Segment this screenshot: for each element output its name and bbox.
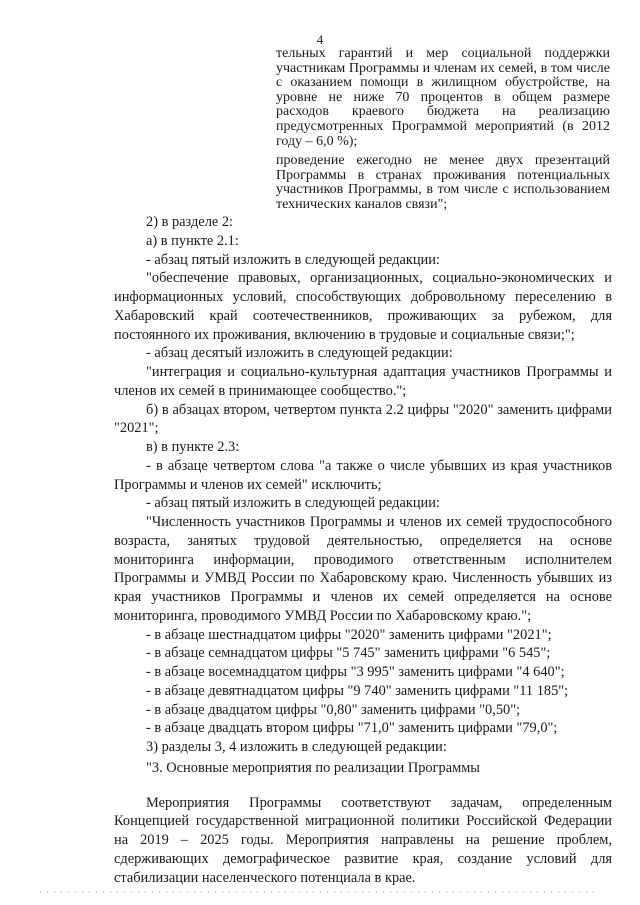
body-paragraph: а) в пункте 2.1:	[146, 232, 239, 249]
column-paragraph: тельных гарантий и мер социальной поддержки участникам Программы и членам их семей, в том числе с оказанием помощи в жилищном обустройстве, на уровне не ниже 70 процентов в общем размере расходов краевого бюджета на реализацию предусмотренных Программой мероприятий (в 2012 году – 6,0 %);	[276, 46, 610, 149]
body-paragraph: "обеспечение правовых, организационных, социально-экономических и информационных условий, способствующих добровольному переселению в Хабаровский край соотечественников, проживающих за рубежом, для постоянного их проживания, включению в трудовые и социальные связи;";	[114, 270, 612, 343]
scan-artifact-dotted-line	[40, 891, 600, 893]
page-number: 4	[316, 32, 324, 47]
body-paragraph: 3) разделы 3, 4 изложить в следующей редакции:	[146, 739, 447, 755]
continued-quote-column	[276, 47, 610, 213]
body-paragraph: - в абзаце двадцать втором цифры "71,0" заменить цифрами "79,0";	[146, 720, 558, 737]
body-paragraph: - в абзаце семнадцатом цифры "5 745" заменить цифрами "6 545";	[146, 645, 551, 662]
body-paragraph: - в абзаце восемнадцатом цифры "3 995" заменить цифрами "4 640";	[146, 664, 565, 680]
body-paragraph: - абзац пятый изложить в следующей редакции:	[146, 251, 440, 268]
document-body	[114, 213, 612, 887]
body-paragraph: - абзац десятый изложить в следующей редакции:	[146, 345, 453, 362]
body-paragraph: - в абзаце девятнадцатом цифры "9 740" заменить цифрами "11 185";	[146, 682, 569, 699]
column-paragraph: проведение ежегодно не менее двух презентаций Программы в странах проживания потенциальных участников Программы, в том числе с использованием технических каналов связи";	[276, 153, 610, 212]
body-paragraph: Мероприятия Программы соответствуют задачам, определенным Концепцией государственной миграционной политики Российской Федерации на 2019 – 2025 годы. Мероприятия направлены на решение проблем, сдерживающих демографическое развитие края, создание условий для стабилизации населенческого потенциала в крае.	[114, 794, 612, 886]
body-paragraph: - абзац пятый изложить в следующей редакции:	[146, 495, 440, 512]
body-paragraph: - в абзаце двадцатом цифры "0,80" заменить цифрами "0,50";	[146, 701, 521, 718]
body-paragraph: б) в абзацах втором, четвертом пункта 2.2 цифры "2020" заменить цифрами "2021";	[114, 401, 612, 437]
body-paragraph: в) в пункте 2.3:	[146, 439, 240, 455]
body-paragraph: - в абзаце шестнадцатом цифры "2020" заменить цифрами "2021";	[146, 626, 552, 643]
body-paragraph: - в абзаце четвертом слова "а также о числе убывших из края участников Программы и членов их семей" исключить;	[114, 457, 612, 493]
body-paragraph: 2) в разделе 2:	[146, 214, 234, 230]
body-paragraph: "Численность участников Программы и членов их семей трудоспособного возраста, занятых трудовой деятельностью, определяется на основе мониторинга информации, проводимого ответственным исполнителем Программы и УМВД России по Хабаровскому краю. Численность убывших из края участников Программы и членов их семей определяется на основе мониторинга, проводимого УМВД России по Хабаровскому краю.";	[114, 514, 612, 624]
section-heading: "3. Основные мероприятия по реализации Программы	[146, 759, 480, 776]
body-paragraph: "интеграция и социально-культурная адаптация участников Программы и членов их семей в принимающее сообщество.";	[114, 364, 612, 399]
